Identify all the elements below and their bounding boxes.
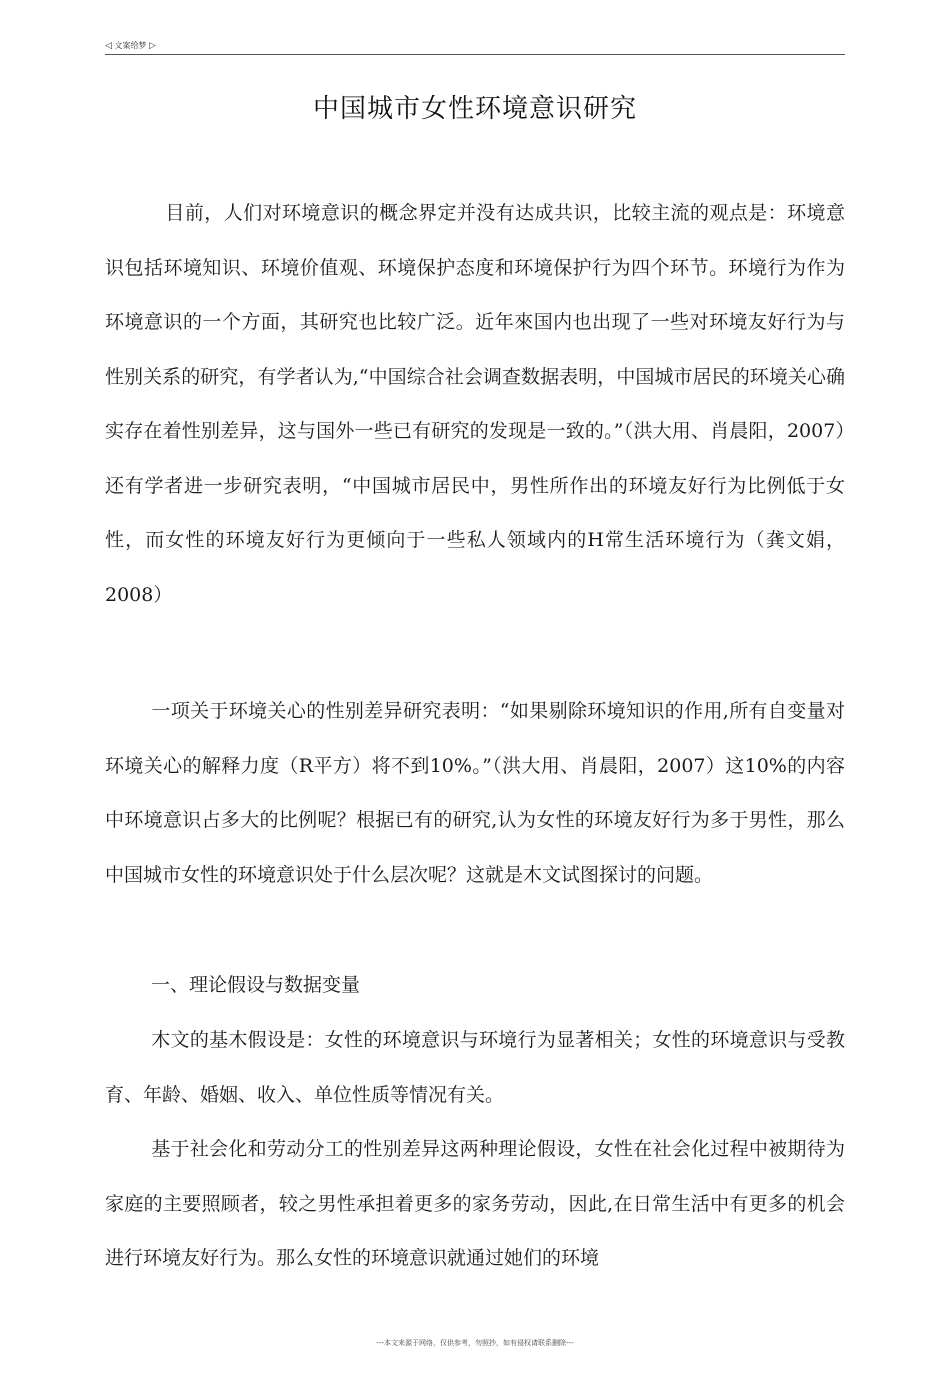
paragraph-intro-text: 目前，人们对环境意识的概念界定并没有达成共识，比较主流的观点是：环境意识包括环境知识、环境价值观、环境保护态度和环境保护行为四个环节。环境行为作为环境意识的一个方面，其研究也比较广泛。近年來国内也出现了一些对环境友好行为与性别关系的研究，有学者认为,“中国综合社会调查数据表明，中国城市居民的环境关心确实存在着性别差异，这与国外一些已有研究的发现是一致的。”（洪大用、肖晨阳，2007）还有学者进一步研究表明，“中国城市居民中，男性所作出的环境友好行为比例低于女性，而女性的环境友好行为更倾向于一些私人领域内的H常生活环境行为（龚文娟，2008） (105, 202, 845, 606)
paragraph-hypothesis (105, 1013, 845, 1122)
paragraph-intro (105, 186, 845, 622)
paragraph-gender-difference-text: 一项关于环境关心的性别差异研究表明：“如果剔除环境知识的作用,所有自变量对环境关心的解释力度（R平方）将不到10%。”（洪大用、肖晨阳，2007）这10%的内容中环境意识占多大的比例呢？根据已有的研究,认为女性的环境友好行为多于男性，那么中国城市女性的环境意识处于什么层次呢？这就是木文试图探讨的问题。 (105, 700, 845, 886)
paragraph-theory (105, 1122, 845, 1286)
right-triangle-icon: ▷ (149, 41, 156, 51)
page-header (105, 40, 845, 55)
document-title: 中国城市女性环境意识研究 (312, 94, 637, 124)
section-heading (105, 958, 845, 1013)
paragraph-theory-text: 基于社会化和劳动分工的性别差异这两种理论假设，女性在社会化过程中被期待为家庭的主要照顾者，较之男性承担着更多的家务劳动，因此,在日常生活中有更多的机会进行环境友好行为。那么女性的环境意识就通过她们的环境 (105, 1138, 845, 1269)
header-label: 文案给梦 (114, 41, 147, 50)
left-triangle-icon: ◁ (105, 41, 112, 51)
section-heading-text: 一、理论假设与数据变量 (151, 974, 361, 996)
page-footer: ---本文来源于网络，仅供参考，勿照抄，如有侵权请联系删除--- (376, 1339, 574, 1347)
paragraph-gender-difference (105, 684, 845, 902)
paragraph-hypothesis-text: 木文的基木假设是：女性的环境意识与环境行为显著相关；女性的环境意识与受教育、年龄、婚姻、收入、单位性质等情况有关。 (105, 1029, 845, 1106)
